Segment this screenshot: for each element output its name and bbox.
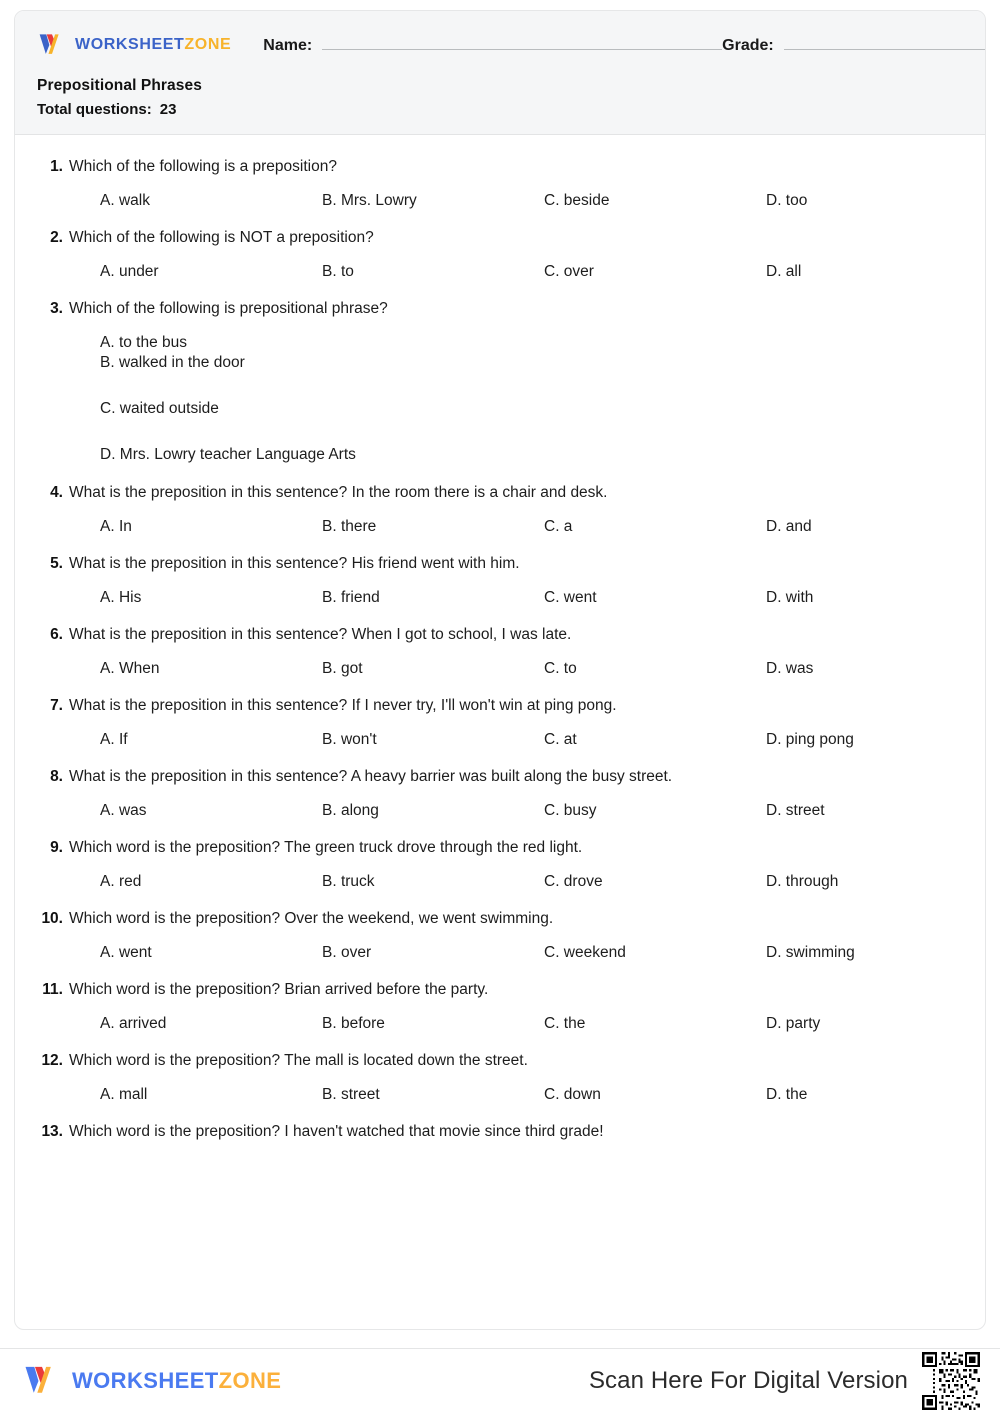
name-label: Name:: [263, 36, 313, 54]
answer-option[interactable]: C. beside: [544, 191, 610, 209]
answer-option[interactable]: B. over: [322, 943, 372, 961]
footer-brand-wordmark: [72, 1368, 281, 1394]
total-questions-value: 23: [159, 101, 177, 118]
question-item: [37, 228, 963, 282]
question-number: 11.: [42, 981, 63, 999]
worksheet-zone-logo-icon: [37, 32, 67, 58]
question-item: [37, 909, 963, 963]
question-text: Which word is the preposition? Over the weekend, we went swimming.: [69, 909, 554, 927]
brand-header: [37, 32, 231, 58]
worksheet-title: Prepositional Phrases: [37, 77, 202, 94]
question-item: [37, 299, 963, 465]
footer-brand-zone-text: ZONE: [218, 1368, 282, 1393]
answer-option[interactable]: B. got: [322, 659, 363, 677]
question-prompt-row: [37, 299, 963, 320]
total-questions-label: Total questions:: [37, 101, 152, 118]
brand-zone-text: ZONE: [184, 36, 232, 53]
answer-option[interactable]: D. the: [766, 1086, 808, 1104]
question-item: [37, 838, 963, 892]
question-text: What is the preposition in this sentence? His friend went with him.: [69, 554, 520, 572]
answer-option[interactable]: C. drove: [544, 872, 603, 890]
answer-option[interactable]: A. was: [100, 801, 147, 819]
question-number: 10.: [41, 909, 63, 927]
question-number: 13.: [41, 1123, 63, 1141]
answer-option[interactable]: B. friend: [322, 588, 380, 606]
question-list: [15, 135, 985, 1143]
grade-label: Grade:: [722, 36, 774, 54]
answer-option[interactable]: C. the: [544, 1014, 586, 1032]
brand-worksheet-text: WORKSHEET: [75, 36, 185, 53]
question-number: 9.: [50, 838, 63, 856]
page-footer: [0, 1348, 1000, 1414]
question-number: 7.: [50, 696, 63, 714]
question-text: What is the preposition in this sentence? When I got to school, I was late.: [69, 625, 572, 643]
question-item: [37, 483, 963, 537]
question-number: 6.: [50, 625, 63, 643]
question-prompt-row: [37, 554, 963, 575]
question-text: Which word is the preposition? The green truck drove through the red light.: [69, 838, 583, 856]
qr-code-icon[interactable]: [920, 1350, 982, 1412]
answer-option[interactable]: C. down: [544, 1086, 601, 1104]
total-questions: [37, 101, 963, 118]
answer-option[interactable]: C. at: [544, 730, 577, 748]
answer-option[interactable]: A. to the bus: [100, 334, 188, 352]
grade-field: [722, 36, 986, 55]
name-input[interactable]: [322, 36, 722, 50]
answer-option[interactable]: A. mall: [100, 1086, 148, 1104]
question-number: 5.: [50, 554, 63, 572]
answer-option[interactable]: A. If: [100, 730, 128, 748]
worksheet-card: [14, 10, 986, 1330]
brand-footer: [22, 1364, 281, 1398]
question-item: [37, 625, 963, 679]
answer-option[interactable]: D. was: [766, 659, 814, 677]
question-text: Which of the following is prepositional phrase?: [69, 300, 388, 318]
name-field: [263, 36, 722, 55]
worksheet-header: [15, 11, 985, 135]
answer-option[interactable]: B. there: [322, 517, 377, 535]
question-item: [37, 1051, 963, 1105]
scan-here-text: Scan Here For Digital Version: [588, 1367, 908, 1394]
answer-option[interactable]: A. In: [100, 517, 132, 535]
question-number: 3.: [50, 300, 63, 318]
question-text: Which of the following is NOT a preposition?: [69, 229, 374, 247]
answer-option[interactable]: B. street: [322, 1086, 380, 1104]
answer-option[interactable]: A. When: [100, 659, 160, 677]
answer-option[interactable]: D. with: [766, 588, 814, 606]
answer-option[interactable]: A. His: [100, 588, 142, 606]
answer-options: [37, 588, 963, 608]
answer-option[interactable]: D. street: [766, 801, 825, 819]
question-prompt-row: [37, 1122, 963, 1143]
answer-option[interactable]: D. Mrs. Lowry teacher Language Arts: [100, 446, 356, 464]
answer-option[interactable]: B. along: [322, 801, 379, 819]
answer-option[interactable]: B. before: [322, 1014, 385, 1032]
worksheet-meta: [37, 77, 963, 118]
question-number: 2.: [50, 229, 63, 247]
answer-option[interactable]: D. ping pong: [766, 730, 854, 748]
question-prompt-row: [37, 767, 963, 788]
answer-option[interactable]: A. walk: [100, 191, 150, 209]
answer-options: [37, 1085, 963, 1105]
question-item: [37, 767, 963, 821]
question-prompt-row: [37, 625, 963, 646]
answer-option[interactable]: C. weekend: [544, 943, 626, 961]
answer-options: [37, 659, 963, 679]
answer-options: [37, 262, 963, 282]
answer-option[interactable]: B. walked in the door: [100, 354, 245, 372]
question-item: [37, 157, 963, 211]
question-prompt-row: [37, 228, 963, 249]
answer-options: [37, 1014, 963, 1034]
answer-option[interactable]: D. too: [766, 191, 808, 209]
question-prompt-row: [37, 157, 963, 178]
answer-option[interactable]: D. party: [766, 1014, 821, 1032]
answer-options: [37, 801, 963, 821]
question-prompt-row: [37, 1051, 963, 1072]
question-number: 4.: [50, 483, 63, 501]
answer-options: [37, 943, 963, 963]
answer-option[interactable]: B. truck: [322, 872, 375, 890]
question-text: What is the preposition in this sentence? If I never try, I'll won't win at ping pong.: [69, 696, 617, 714]
answer-options: [37, 730, 963, 750]
question-text: Which word is the preposition? I haven't watched that movie since third grade!: [69, 1123, 604, 1141]
answer-option[interactable]: B. Mrs. Lowry: [322, 191, 417, 209]
answer-option[interactable]: A. red: [100, 872, 142, 890]
answer-option[interactable]: C. went: [544, 588, 597, 606]
answer-options: [37, 872, 963, 892]
question-number: 1.: [50, 158, 63, 175]
question-prompt-row: [37, 838, 963, 859]
answer-option[interactable]: C. waited outside: [100, 400, 219, 418]
answer-option[interactable]: A. arrived: [100, 1014, 167, 1032]
question-prompt-row: [37, 696, 963, 717]
question-item: [37, 980, 963, 1034]
question-text: Which word is the preposition? Brian arrived before the party.: [69, 981, 489, 999]
question-text: Which of the following is a preposition?: [69, 158, 337, 175]
grade-input[interactable]: [784, 36, 986, 50]
answer-option[interactable]: C. busy: [544, 801, 597, 819]
answer-option[interactable]: B. won't: [322, 730, 377, 748]
header-top-row: [37, 29, 963, 61]
answer-options: [37, 333, 963, 466]
question-item: [37, 1122, 963, 1143]
question-text: What is the preposition in this sentence? A heavy barrier was built along the busy street.: [69, 767, 673, 785]
answer-option[interactable]: C. to: [544, 659, 577, 677]
answer-options: [37, 191, 963, 211]
answer-option[interactable]: D. through: [766, 872, 839, 890]
worksheet-zone-logo-icon-footer: [22, 1364, 62, 1398]
question-text: Which word is the preposition? The mall is located down the street.: [69, 1052, 528, 1070]
footer-brand-worksheet-text: WORKSHEET: [72, 1368, 219, 1393]
question-item: [37, 696, 963, 750]
question-number: 8.: [50, 767, 63, 785]
answer-option[interactable]: D. all: [766, 262, 802, 280]
question-number: 12.: [41, 1052, 63, 1070]
answer-option[interactable]: A. went: [100, 943, 152, 961]
brand-wordmark: [75, 36, 231, 54]
question-prompt-row: [37, 483, 963, 504]
question-prompt-row: [37, 909, 963, 930]
answer-option[interactable]: B. to: [322, 262, 354, 280]
question-item: [37, 554, 963, 608]
answer-option[interactable]: A. under: [100, 262, 159, 280]
answer-option[interactable]: D. swimming: [766, 943, 855, 961]
answer-option[interactable]: D. and: [766, 517, 812, 535]
question-text: What is the preposition in this sentence? In the room there is a chair and desk.: [69, 483, 608, 501]
question-prompt-row: [37, 980, 963, 1001]
footer-scan-group: [589, 1350, 982, 1412]
answer-option[interactable]: C. a: [544, 517, 573, 535]
answer-option[interactable]: C. over: [544, 262, 594, 280]
answer-options: [37, 517, 963, 537]
